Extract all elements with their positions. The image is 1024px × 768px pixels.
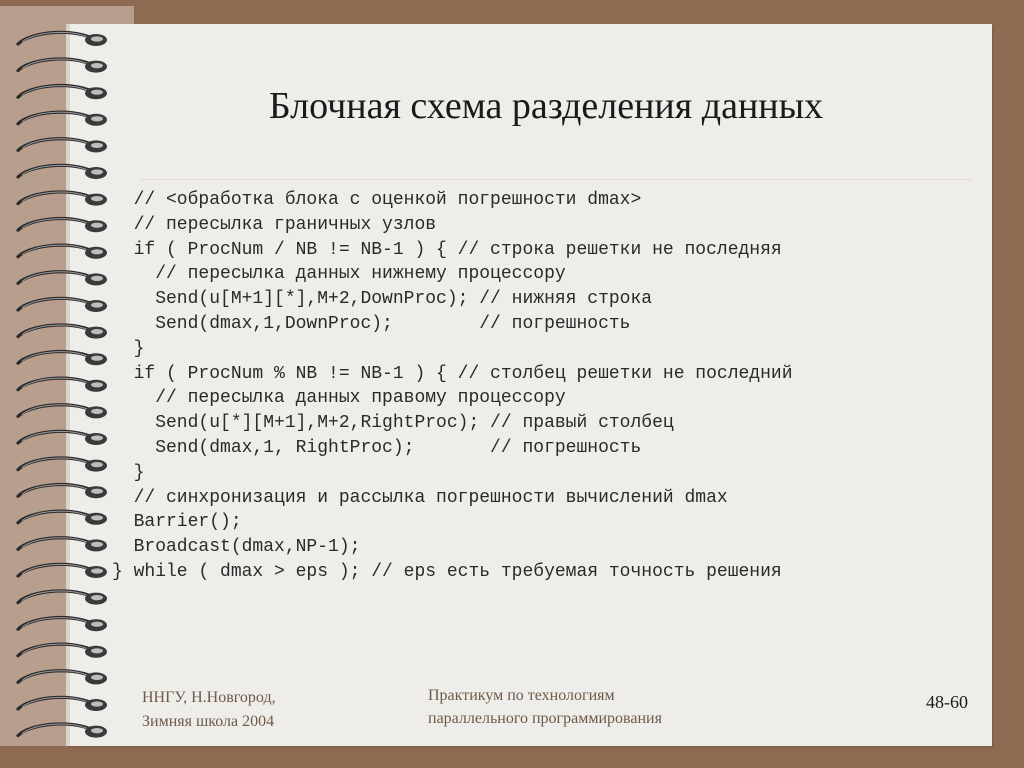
code-line: Barrier(); [112,512,242,533]
binding-ring [18,59,107,73]
slide-title: Блочная схема разделения данных [268,85,824,127]
footer-course-line-1: Практикум по технологиям [428,687,615,704]
binding-ring [18,139,107,153]
binding-ring [18,352,107,366]
code-line: // пересылка данных нижнему процессору [112,264,566,285]
binding-ring [18,724,107,738]
code-line: Send(dmax,1, RightProc); // погрешность [112,437,642,458]
binding-ring [18,219,107,233]
binding-ring [18,405,107,419]
binding-ring [18,245,107,259]
binding-ring [18,192,107,206]
code-line: if ( ProcNum / NB != NB-1 ) { // строка решетки не последняя [112,239,782,260]
code-block [112,188,793,585]
title-divider [140,179,972,180]
code-line: Send(u[*][M+1],M+2,RightProc); // правый столбец [112,413,674,434]
binding-ring [18,431,107,445]
code-line: } [112,338,145,359]
code-line: } while ( dmax > eps ); // eps есть требуемая точность решения [112,561,782,582]
binding-ring [18,165,107,179]
code-line: } [112,462,145,483]
footer-organization [142,686,276,734]
code-line: Send(dmax,1,DownProc); // погрешность [112,313,631,334]
binding-ring [18,485,107,499]
code-line: // синхронизация и рассылка погрешности вычислений dmax [112,487,728,508]
code-line: // <обработка блока с оценкой погрешности dmax> [112,190,642,210]
binding-ring [18,564,107,578]
footer-course-line-2: параллельного программирования [428,710,662,727]
binding-ring [18,591,107,605]
footer-org-line-2: Зимняя школа 2004 [142,713,275,730]
code-line: Send(u[M+1][*],M+2,DownProc); // нижняя строка [112,289,653,310]
binding-ring [18,32,107,46]
footer-org-line-1: ННГУ, Н.Новгород, [142,689,276,706]
binding-ring [18,298,107,312]
code-line: Broadcast(dmax,NP-1); [112,537,361,558]
code-line: if ( ProcNum % NB != NB-1 ) { // столбец решетки не последний [112,363,793,384]
binding-ring [18,644,107,658]
binding-ring [18,378,107,392]
binding-ring [18,618,107,632]
binding-ring [18,538,107,552]
binding-ring [18,458,107,472]
binding-ring [18,325,107,339]
page-number: 48-60 [926,692,968,712]
code-line: // пересылка граничных узлов [112,214,437,235]
code-line: // пересылка данных правому процессору [112,388,566,409]
binding-ring [18,511,107,525]
binding-ring [18,671,107,685]
binding-ring [18,697,107,711]
binding-ring [18,272,107,286]
footer-course [428,684,662,730]
